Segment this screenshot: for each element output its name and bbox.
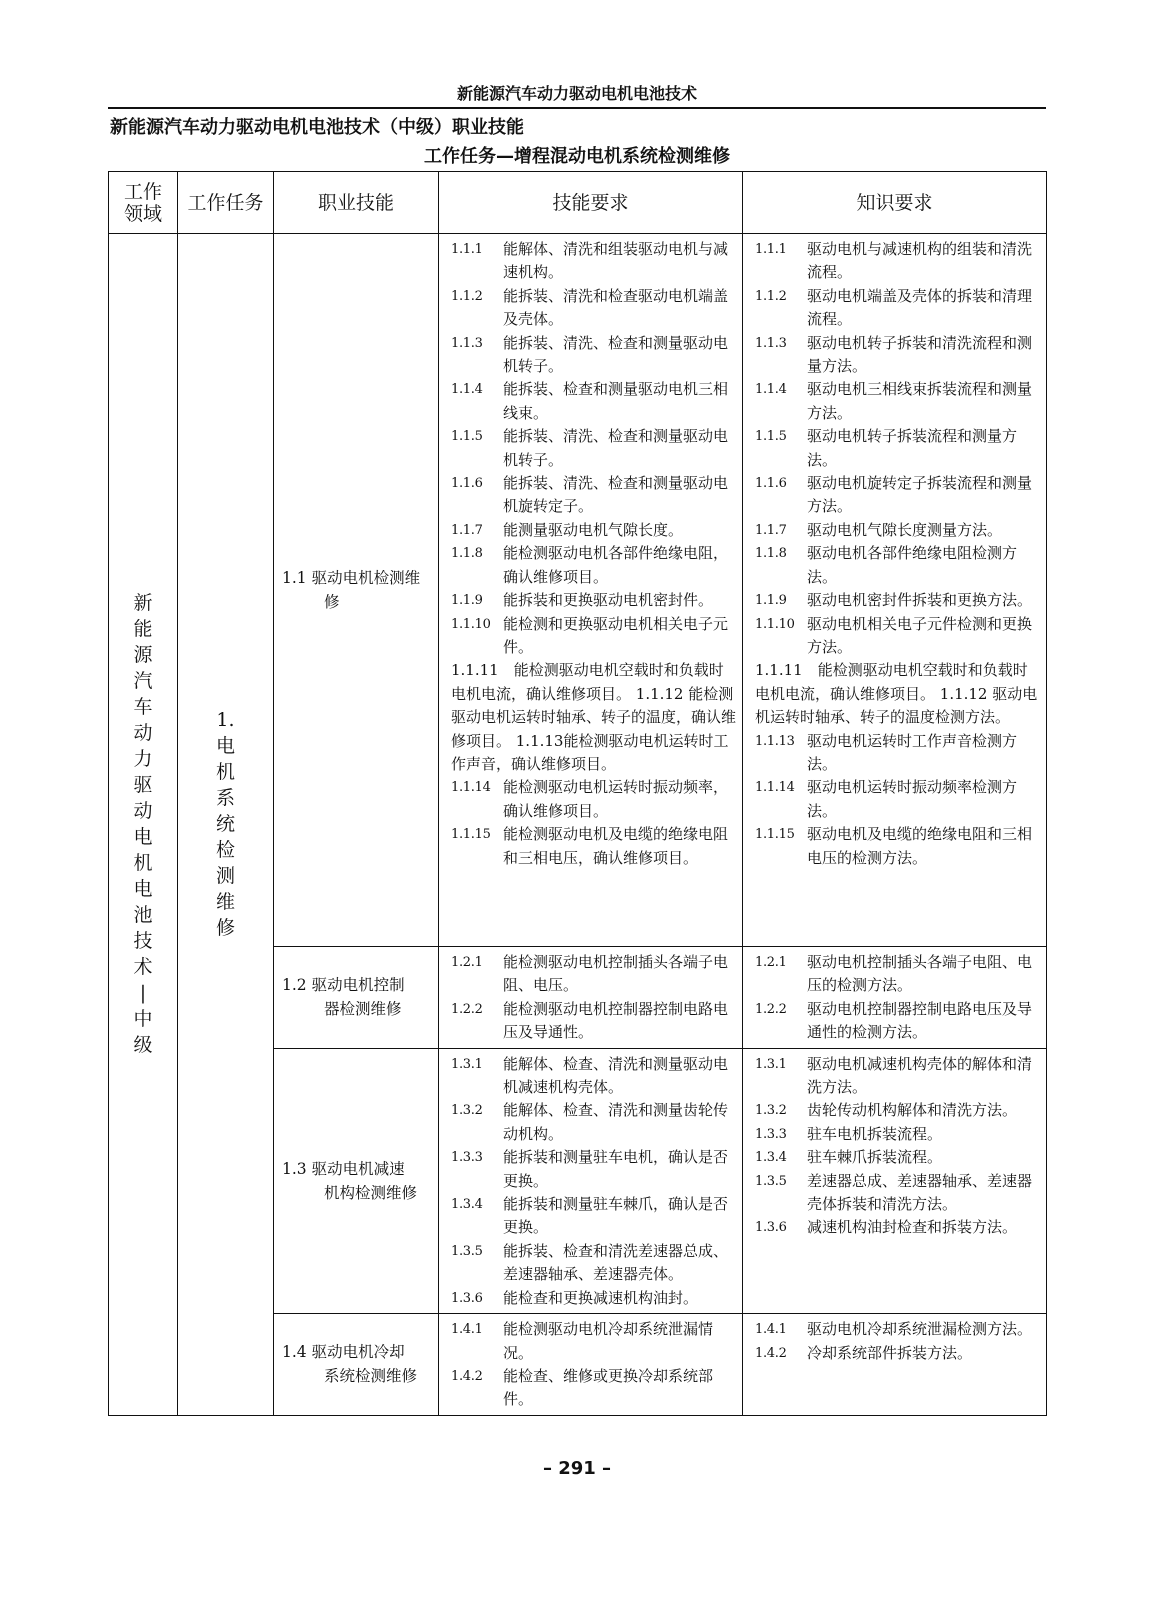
- knowledge-requirement-item: [755, 425, 1040, 472]
- knowledge-requirement-item-text: 驱动电机气隙长度测量方法。: [807, 520, 1003, 539]
- knowledge-requirement-item-number: 1.1.2: [755, 288, 787, 304]
- knowledge-requirement-item-text: 驻车电机拆装流程。: [807, 1124, 943, 1143]
- skill-requirement-item: [451, 613, 736, 660]
- work-task-char: 系: [215, 787, 235, 810]
- knowledge-requirements-cell: [743, 234, 1047, 947]
- knowledge-requirement-item-number: 1.1.14: [755, 780, 795, 796]
- knowledge-requirement-item-text: 驱动电机旋转定子拆装流程和测量方法。: [807, 474, 1033, 516]
- skill-requirement-item: [451, 238, 736, 285]
- knowledge-requirement-item-number: 1.2.2: [755, 1001, 787, 1017]
- skill-requirement-item-number: 1.1.8: [451, 546, 483, 562]
- knowledge-requirement-item-number: 1.1.10: [755, 616, 795, 632]
- skill-requirement-item-text: 能拆装和更换驱动电机密封件。: [503, 591, 714, 610]
- knowledge-requirement-item-text: 驱动电机密封件拆装和更换方法。: [807, 591, 1033, 610]
- running-header: 新能源汽车动力驱动电机电池技术: [456, 84, 697, 103]
- skill-requirement-item-number: 1.1.4: [451, 382, 483, 398]
- knowledge-requirement-item: [755, 951, 1040, 998]
- skill-name-line: 1.4 驱动电机冷却: [282, 1343, 405, 1362]
- skill-cell: [274, 234, 439, 947]
- skill-requirement-item: [451, 519, 736, 542]
- knowledge-requirement-item-number: 1.1.13: [755, 733, 795, 749]
- column-header-knowledge-requirements: 知识要求: [743, 172, 1047, 234]
- work-domain-char: |: [139, 982, 147, 1005]
- knowledge-requirement-item-number: 1.1.1: [755, 242, 787, 257]
- skill-requirement-item-text: 能检测驱动电机控制器控制电路电压及导通性。: [503, 999, 729, 1042]
- knowledge-requirement-item-number: 1.3.4: [755, 1150, 787, 1166]
- skill-requirement-item: [451, 1365, 736, 1412]
- work-domain-char: 术: [133, 956, 153, 979]
- skill-requirement-item-number: 1.1.9: [451, 593, 483, 609]
- knowledge-requirement-item-number: 1.1.9: [755, 593, 787, 609]
- knowledge-requirement-item-text: 齿轮传动机构解体和清洗方法。: [807, 1101, 1018, 1120]
- skill-requirement-item-text: 能测量驱动电机气隙长度。: [503, 520, 684, 539]
- skill-requirement-item-number: 1.1.2: [451, 288, 483, 304]
- skill-requirement-item: [451, 998, 736, 1045]
- work-task-char: 检: [215, 839, 235, 862]
- skill-requirement-item-number: 1.1.14: [451, 780, 491, 796]
- skill-requirement-item: [451, 1053, 736, 1100]
- knowledge-requirement-item-text: 驱动电机运转时振动频率检测方法。: [807, 778, 1018, 820]
- skill-name-line: 1.3 驱动电机减速: [282, 1159, 405, 1178]
- knowledge-requirement-item: [755, 1342, 1040, 1365]
- skill-requirement-item-number: 1.1.10: [451, 616, 491, 632]
- skill-name-line: 修: [324, 593, 340, 611]
- knowledge-requirement-item: [755, 1170, 1040, 1217]
- column-header-domain-text: 工作领域: [123, 180, 162, 225]
- table-row: [109, 234, 1047, 947]
- column-header-skill: 职业技能: [274, 172, 439, 234]
- knowledge-requirement-item-text: 冷却系统部件拆装方法。: [807, 1343, 973, 1362]
- work-domain-char: 池: [133, 904, 153, 927]
- work-domain-char: 汽: [133, 670, 153, 693]
- skill-name-line: 器检测维修: [324, 1000, 402, 1019]
- knowledge-requirement-item-text: 驱动电机控制器控制电路电压及导通性的检测方法。: [807, 999, 1033, 1042]
- skill-requirement-item: [451, 1318, 736, 1365]
- skill-requirement-item-number: 1.3.6: [451, 1290, 483, 1306]
- knowledge-requirement-item-number: 1.3.5: [755, 1173, 787, 1189]
- work-domain-char: 电: [133, 878, 153, 901]
- work-task-char: 维: [215, 891, 235, 914]
- knowledge-requirement-item: [755, 730, 1040, 777]
- knowledge-requirement-item-text: 减速机构油封检查和拆装方法。: [807, 1218, 1018, 1237]
- work-domain-char: 电: [133, 826, 153, 849]
- skill-requirements-cell: [439, 234, 743, 947]
- knowledge-requirement-item-text: 差速器总成、差速器轴承、差速器壳体拆装和清洗方法。: [807, 1171, 1033, 1214]
- skill-requirement-item-number: 1.3.2: [451, 1103, 483, 1119]
- knowledge-requirement-item-text: 驱动电机三相线束拆装流程和测量方法。: [807, 380, 1033, 422]
- column-header-domain: [109, 172, 178, 234]
- work-task-char: 机: [215, 761, 235, 784]
- knowledge-requirement-item: [755, 472, 1040, 519]
- skill-requirement-item-number: 1.4.2: [451, 1368, 483, 1384]
- skill-name-line: 系统检测维修: [324, 1367, 418, 1386]
- knowledge-requirement-item-number: 1.1.4: [755, 382, 787, 398]
- knowledge-requirement-item: [755, 1318, 1040, 1341]
- work-domain-char: 机: [133, 852, 153, 875]
- skill-requirements-cell: [439, 1314, 743, 1416]
- skill-requirement-item-number: 1.2.2: [451, 1001, 483, 1017]
- skill-requirement-item-text: 能拆装、检查和测量驱动电机三相线束。: [503, 380, 729, 422]
- work-task-char: 测: [215, 865, 235, 888]
- skill-requirement-item-text: 能检测驱动电机及电缆的绝缘电阻和三相电压，确认维修项目。: [503, 825, 729, 867]
- skill-requirement-item-text: 能拆装、清洗和检查驱动电机端盖及壳体。: [503, 286, 729, 329]
- skill-requirement-item: [451, 378, 736, 425]
- skill-requirement-item-text: 能检测驱动电机冷却系统泄漏情况。: [503, 1320, 714, 1362]
- knowledge-requirement-item-text: 驱动电机各部件绝缘电阻检测方法。: [807, 544, 1018, 586]
- work-domain-char: 动: [133, 800, 153, 823]
- skill-requirement-item: [451, 776, 736, 823]
- knowledge-requirement-item-text: 驱动电机端盖及壳体的拆装和清理流程。: [807, 286, 1033, 329]
- work-domain-cell: [109, 234, 178, 1416]
- column-header-task: 工作任务: [178, 172, 274, 234]
- knowledge-requirement-item: [755, 1099, 1040, 1122]
- skill-name-line: 1.2 驱动电机控制: [282, 976, 405, 995]
- skill-requirement-item-text: 能解体、检查、清洗和测量驱动电机减速机构壳体。: [503, 1054, 729, 1097]
- skill-requirements-cell: [439, 947, 743, 1049]
- skill-requirement-item: [451, 951, 736, 998]
- knowledge-requirement-item-number: 1.3.1: [755, 1056, 787, 1072]
- knowledge-requirement-item-number: 1.1.6: [755, 476, 787, 492]
- knowledge-requirement-item-text: 驱动电机控制插头各端子电阻、电压的检测方法。: [807, 953, 1033, 995]
- knowledge-requirement-item-number: 1.1.7: [755, 522, 787, 538]
- skill-requirement-item-number: 1.4.1: [451, 1322, 483, 1338]
- skill-requirement-item: [451, 472, 736, 519]
- skills-table: [108, 171, 1047, 1416]
- skill-requirement-item-text: 能拆装、检查和清洗差速器总成、差速器轴承、差速器壳体。: [503, 1241, 729, 1284]
- knowledge-requirement-item: [755, 776, 1040, 823]
- document-subtitle: 工作任务—增程混动电机系统检测维修: [424, 146, 730, 167]
- knowledge-requirement-item-number: 1.4.2: [755, 1345, 787, 1361]
- skill-requirement-item-text: 能拆装和测量驻车棘爪，确认是否更换。: [503, 1195, 729, 1237]
- knowledge-requirement-item-text: 驱动电机与减速机构的组装和清洗流程。: [807, 240, 1033, 282]
- knowledge-requirement-item: [755, 285, 1040, 332]
- knowledge-requirement-item-text: 驱动电机运转时工作声音检测方法。: [807, 731, 1018, 773]
- work-domain-char: 能: [133, 618, 153, 641]
- work-task-cell: [178, 234, 274, 1416]
- skill-requirement-item: [451, 1146, 736, 1193]
- skill-cell: [274, 1048, 439, 1313]
- work-task-char: 1.: [216, 709, 235, 732]
- skill-cell: [274, 1314, 439, 1416]
- skill-requirement-item: [451, 1287, 736, 1310]
- skill-requirement-item-number: 1.2.1: [451, 955, 483, 970]
- table-header-row: [109, 172, 1047, 234]
- knowledge-requirement-item: [755, 519, 1040, 542]
- knowledge-requirement-item: [755, 238, 1040, 285]
- work-task-char: 修: [215, 917, 235, 940]
- skill-requirement-item-number: 1.1.5: [451, 429, 483, 445]
- knowledge-requirement-item-text: 驻车棘爪拆装流程。: [807, 1148, 943, 1167]
- skill-requirement-item-text: 能拆装、清洗、检查和测量驱动电机旋转定子。: [503, 474, 729, 516]
- knowledge-requirement-item-number: 1.1.15: [755, 827, 795, 843]
- skill-requirement-item: [451, 332, 736, 379]
- skill-requirement-item-text: 能检测和更换驱动电机相关电子元件。: [503, 614, 729, 656]
- knowledge-requirement-item-number: 1.2.1: [755, 955, 787, 970]
- skill-requirement-item: [451, 425, 736, 472]
- work-domain-char: 中: [133, 1008, 153, 1031]
- skill-requirement-item-text: 能检测驱动电机控制插头各端子电阻、电压。: [503, 953, 729, 995]
- skill-requirement-item-number: 1.1.3: [451, 335, 483, 351]
- skill-requirement-item-number: 1.3.4: [451, 1197, 483, 1213]
- skill-requirement-item-text: 能检查、维修或更换冷却系统部件。: [503, 1366, 714, 1409]
- work-task-char: 统: [215, 813, 235, 836]
- skill-requirement-item: [451, 1240, 736, 1287]
- knowledge-requirement-item: [755, 613, 1040, 660]
- skill-requirement-item-text: 能检测驱动电机各部件绝缘电阻，确认维修项目。: [503, 544, 729, 586]
- work-domain-char: 车: [133, 696, 153, 719]
- knowledge-requirement-item-number: 1.1.3: [755, 335, 787, 351]
- knowledge-requirement-merged-text: 1.1.11 能检测驱动电机空载时和负载时电机电流，确认维修项目。 1.1.12 驱动电机运转时轴承、转子的温度检测方法。: [755, 661, 1038, 727]
- knowledge-requirement-item-text: 驱动电机及电缆的绝缘电阻和三相电压的检测方法。: [807, 825, 1033, 867]
- knowledge-requirement-item: [755, 589, 1040, 612]
- knowledge-requirement-item-text: 驱动电机转子拆装和清洗流程和测量方法。: [807, 333, 1033, 376]
- work-domain-char: 驱: [133, 774, 153, 797]
- column-header-skill-requirements: 技能要求: [439, 172, 743, 234]
- knowledge-requirement-item-text: 驱动电机转子拆装流程和测量方法。: [807, 427, 1018, 469]
- skill-requirement-item: [451, 1193, 736, 1240]
- skill-requirement-item: [451, 1099, 736, 1146]
- skill-requirement-item-number: 1.1.6: [451, 476, 483, 492]
- work-domain-char: 级: [133, 1034, 153, 1057]
- knowledge-requirement-item-number: 1.3.6: [755, 1220, 787, 1236]
- knowledge-requirement-item: [755, 998, 1040, 1045]
- work-domain-char: 力: [133, 748, 153, 771]
- skill-requirement-item: [451, 589, 736, 612]
- skill-requirements-cell: [439, 1048, 743, 1313]
- knowledge-requirement-item-number: 1.3.2: [755, 1103, 787, 1119]
- knowledge-requirement-item: [755, 1123, 1040, 1146]
- skill-requirement-item-number: 1.3.5: [451, 1243, 483, 1259]
- knowledge-requirement-item-text: 驱动电机冷却系统泄漏检测方法。: [807, 1320, 1033, 1339]
- skill-requirement-item-number: 1.3.3: [451, 1150, 483, 1166]
- knowledge-requirement-item-number: 1.4.1: [755, 1322, 787, 1338]
- knowledge-requirement-item-number: 1.1.5: [755, 429, 787, 445]
- knowledge-requirement-item: [755, 542, 1040, 589]
- work-task-char: 电: [215, 735, 235, 758]
- skill-requirement-item-text: 能拆装、清洗、检查和测量驱动电机转子。: [503, 333, 729, 376]
- skill-requirement-item-number: 1.3.1: [451, 1056, 483, 1072]
- knowledge-requirement-item: [755, 1216, 1040, 1239]
- skill-requirement-merged-text: 1.1.11 能检测驱动电机空载时和负载时电机电流，确认维修项目。 1.1.12 能检测驱动电机运转时轴承、转子的温度，确认维修项目。 1.1.13能检测驱动电机运转时工作声音，确认维修项目。: [451, 661, 737, 773]
- skill-requirement-item: [451, 542, 736, 589]
- knowledge-requirements-cell: [743, 947, 1047, 1049]
- knowledge-requirement-item-text: 驱动电机减速机构壳体的解体和清洗方法。: [807, 1054, 1033, 1097]
- skill-requirement-item-number: 1.1.15: [451, 827, 491, 843]
- skill-requirement-item-text: 能解体、清洗和组装驱动电机与减速机构。: [503, 240, 729, 282]
- work-domain-char: 新: [133, 592, 153, 615]
- page-number: – 291 –: [542, 1458, 612, 1479]
- document-title: 新能源汽车动力驱动电机电池技术（中级）职业技能: [110, 117, 524, 138]
- knowledge-requirement-item-number: 1.1.8: [755, 546, 787, 562]
- skill-cell: [274, 947, 439, 1049]
- knowledge-requirement-item: [755, 332, 1040, 379]
- knowledge-requirement-item-number: 1.3.3: [755, 1126, 787, 1142]
- knowledge-requirement-item: [755, 378, 1040, 425]
- skill-requirement-item-number: 1.1.1: [451, 242, 483, 257]
- knowledge-requirements-cell: [743, 1314, 1047, 1416]
- skill-requirement-item: [451, 285, 736, 332]
- knowledge-requirement-item: [755, 1146, 1040, 1169]
- knowledge-requirement-item: [755, 823, 1040, 870]
- work-domain-char: 动: [133, 722, 153, 745]
- knowledge-requirement-item: [755, 1053, 1040, 1100]
- skill-requirement-item: [451, 823, 736, 870]
- skill-requirement-item-text: 能检查和更换减速机构油封。: [503, 1288, 699, 1307]
- knowledge-requirement-item-text: 驱动电机相关电子元件检测和更换方法。: [807, 614, 1033, 656]
- skill-requirement-item-text: 能检测驱动电机运转时振动频率，确认维修项目。: [503, 778, 729, 820]
- knowledge-requirements-cell: [743, 1048, 1047, 1313]
- work-domain-char: 技: [133, 930, 153, 953]
- skill-requirement-item-number: 1.1.7: [451, 522, 483, 538]
- skill-requirement-item-text: 能解体、检查、清洗和测量齿轮传动机构。: [503, 1101, 729, 1143]
- skill-name-line: 1.1 驱动电机检测维: [282, 569, 421, 587]
- header-rule: [108, 107, 1046, 109]
- skill-name-line: 机构检测维修: [324, 1183, 418, 1202]
- skill-requirement-item-text: 能拆装和测量驻车电机，确认是否更换。: [503, 1148, 729, 1190]
- skill-requirement-item-text: 能拆装、清洗、检查和测量驱动电机转子。: [503, 427, 729, 469]
- work-domain-char: 源: [133, 644, 153, 667]
